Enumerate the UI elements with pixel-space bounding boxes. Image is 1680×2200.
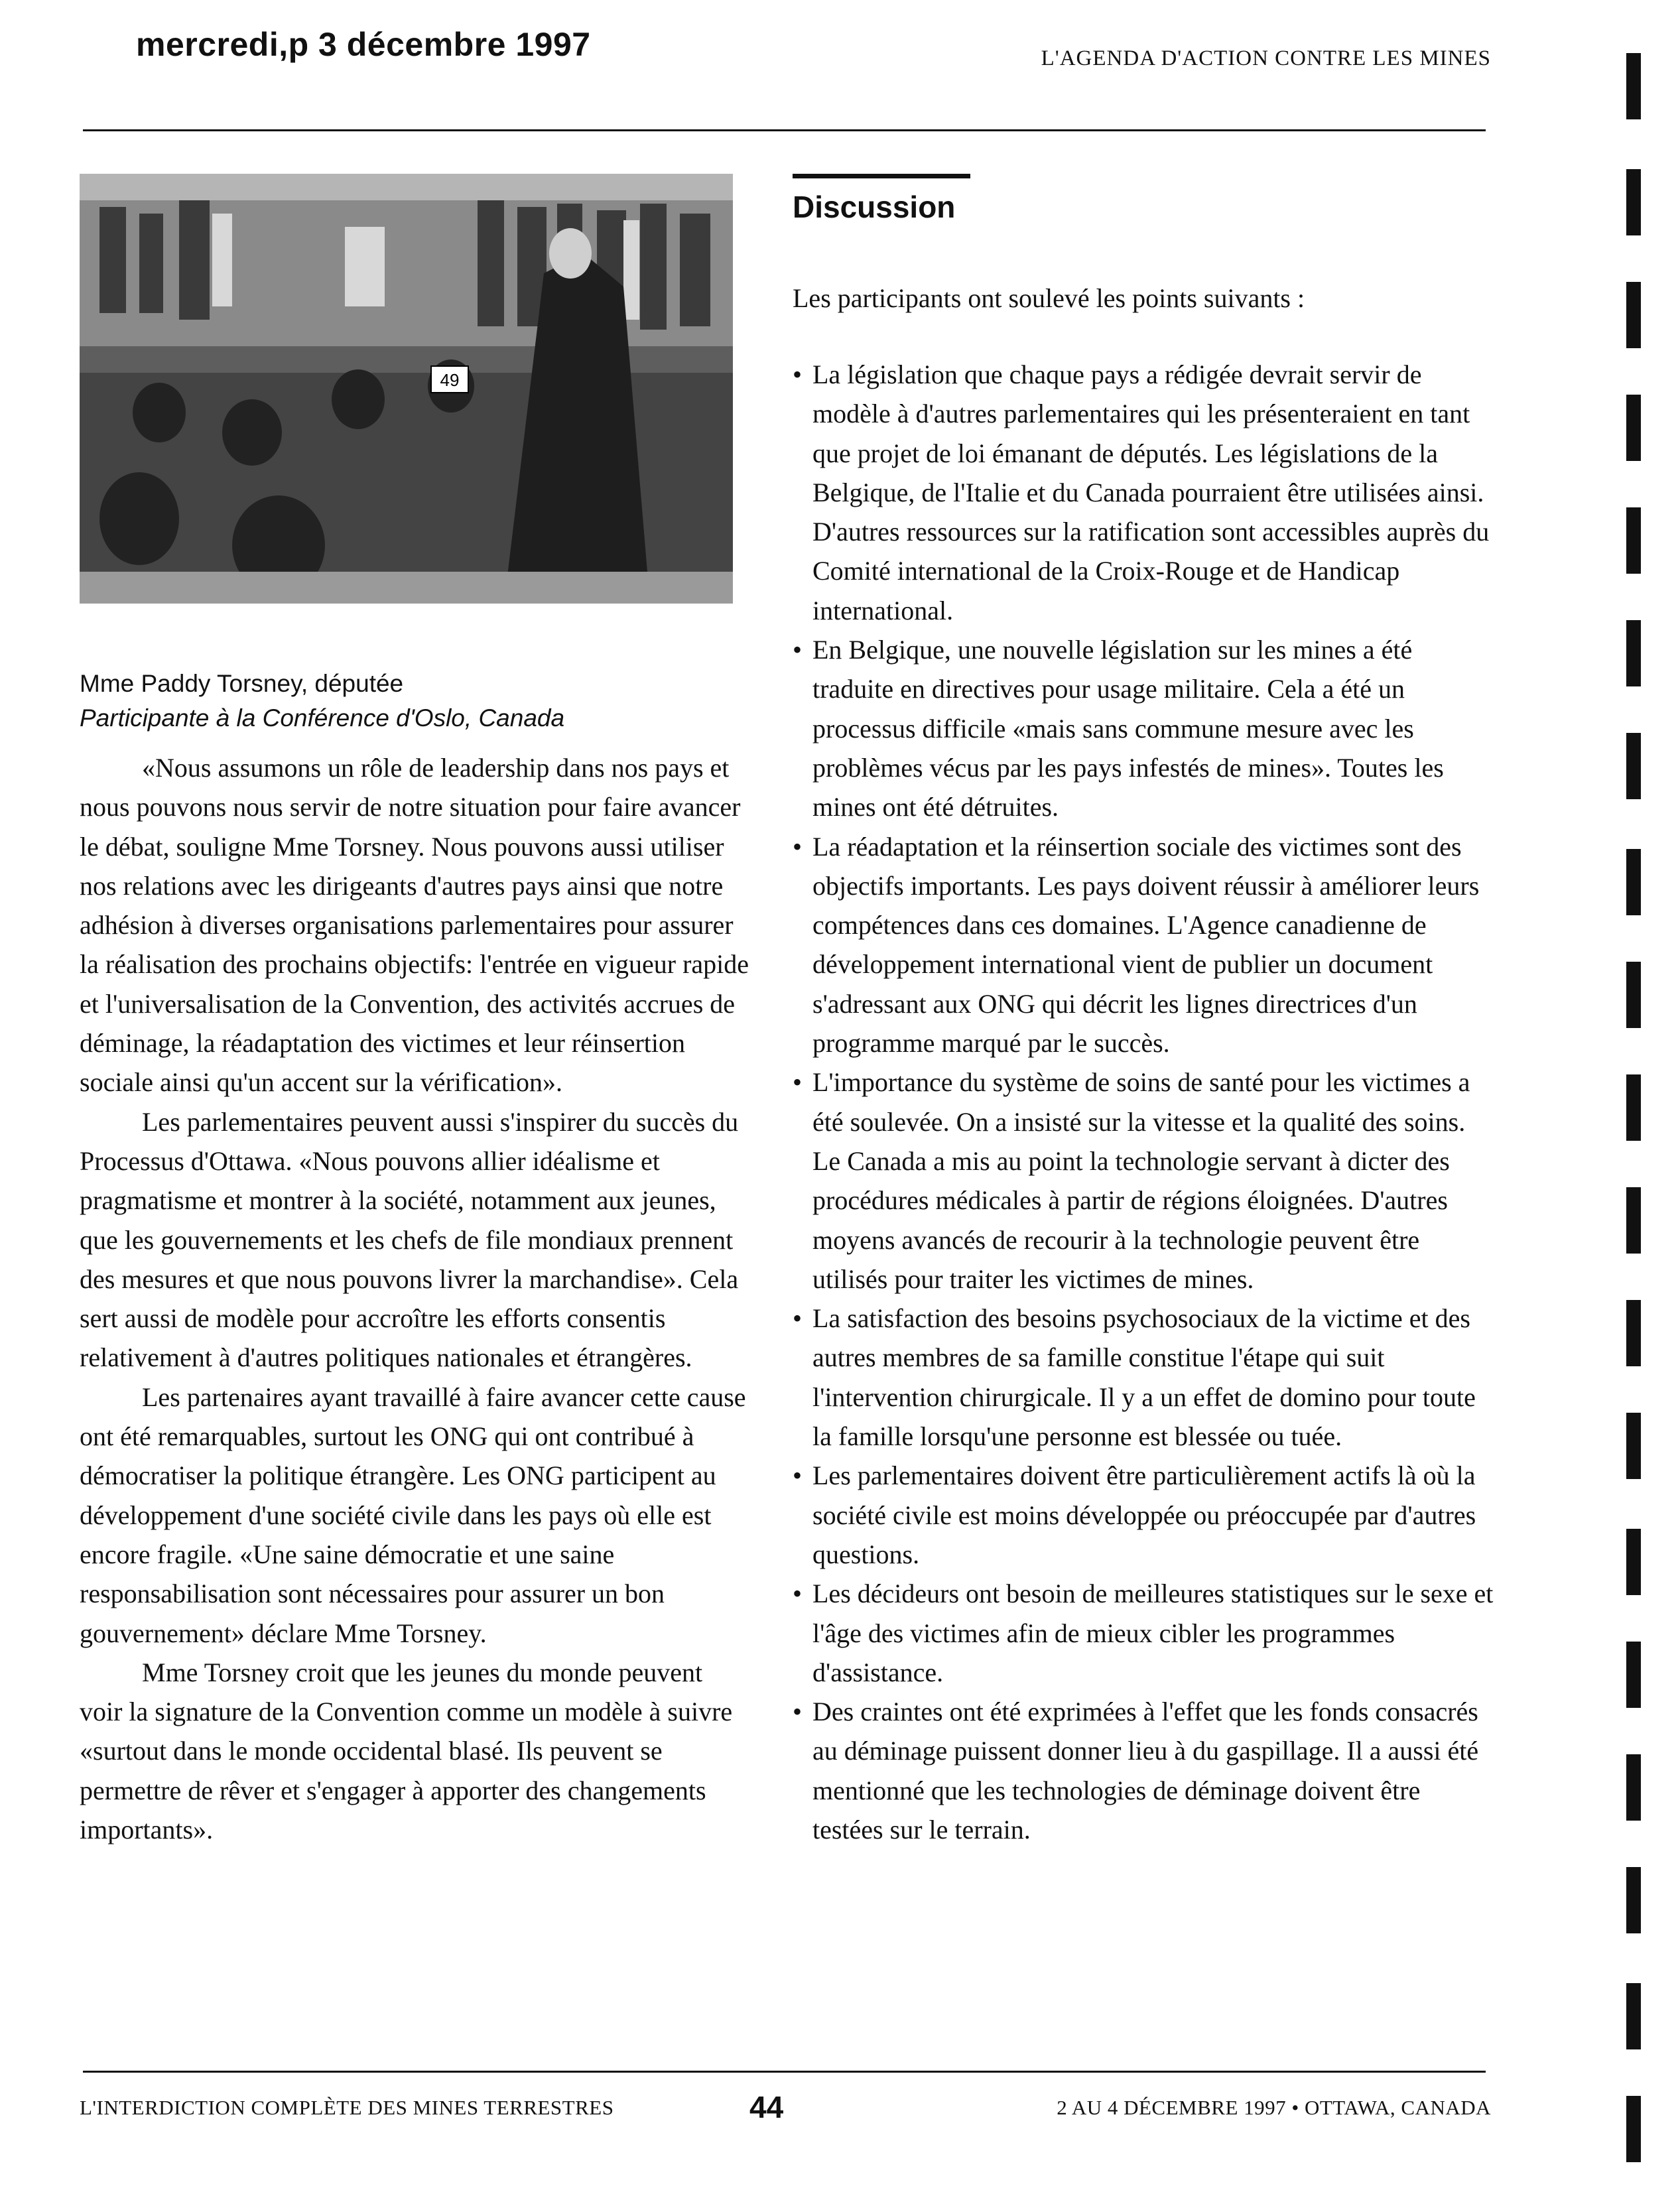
margin-mark — [1626, 849, 1641, 915]
list-item — [793, 355, 1496, 630]
section-bar — [793, 174, 970, 178]
margin-mark — [1626, 282, 1641, 348]
margin-mark — [1626, 962, 1641, 1028]
margin-mark — [1626, 1300, 1641, 1366]
list-item — [793, 1063, 1496, 1299]
list-item-text: Les parlementaires doivent être particulièrement actifs là où la société civile est moins développée ou préoccupée par d'autres questions. — [812, 1460, 1476, 1569]
conference-photo — [80, 174, 733, 604]
margin-mark — [1626, 395, 1641, 461]
list-item — [793, 630, 1496, 826]
footer-event: 2 AU 4 DÉCEMBRE 1997 • OTTAWA, CANADA — [1057, 2096, 1491, 2119]
margin-mark — [1626, 1983, 1641, 2049]
caption-name: Mme Paddy Torsney, députée — [80, 670, 404, 697]
margin-mark — [1626, 169, 1641, 235]
footer-rule — [83, 2071, 1486, 2073]
scan-margin-marks — [1618, 0, 1645, 2200]
margin-mark — [1626, 53, 1641, 119]
paragraph: Les partenaires ayant travaillé à faire avancer cette cause ont été remarquables, surtout les ONG qui ont contribué à démocratiser la politique étrangère. Les ONG participent au développement d'une société civile dans les pays où elle est encore fragile. «Une saine démocratie et une saine responsabilisation sont nécessaires pour assurer un bon gouvernement» déclare Mme Torsney. — [80, 1382, 746, 1648]
header-date: mercredi,p 3 décembre 1997 — [136, 26, 591, 63]
list-item-text: La législation que chaque pays a rédigée devrait servir de modèle à d'autres parlementaires qui les présenteraient en tant que projet de loi émanant de députés. Les législations de la Belgique, de l'Italie et du Canada pourraient être utilisées ainsi. D'autres ressources sur la ratification sont accessibles auprès du Comité international de la Croix-Rouge et de Handicap international. — [812, 359, 1490, 625]
section-heading: Discussion — [793, 190, 956, 224]
list-item — [793, 1456, 1496, 1574]
margin-mark — [1626, 1642, 1641, 1708]
list-item-text: Les décideurs ont besoin de meilleures statistiques sur le sexe et l'âge des victimes afin de mieux cibler les programmes d'assistance. — [812, 1579, 1494, 1687]
bullet-icon: • — [793, 1303, 803, 1334]
header-title: L'AGENDA D'ACTION CONTRE LES MINES — [1041, 46, 1491, 70]
placard-number: 49 — [440, 370, 460, 390]
list-item-text: La satisfaction des besoins psychosociaux de la victime et des autres membres de sa famille constitue l'étape qui suit l'intervention chirurgicale. Il y a un effet de domino pour toute la famille lorsqu'une personne est blessée ou tuée. — [812, 1303, 1476, 1452]
bullet-icon: • — [793, 831, 803, 862]
list-item-text: En Belgique, une nouvelle législation sur les mines a été traduite en directives pour usage militaire. Cela a été un processus difficile «mais sans commune mesure avec les problèmes vécus par les pays infestés de mines». Toutes les mines ont été détruites. — [812, 635, 1444, 822]
margin-mark — [1626, 733, 1641, 799]
paragraph: «Nous assumons un rôle de leadership dans nos pays et nous pouvons nous servir de notre situation pour faire avancer le débat, souligne Mme Torsney. Nous pouvons aussi utiliser nos relations avec les dirigeants d'autres pays ainsi que notre adhésion à diverses organisations parlementaires pour assurer la réalisation des prochains objectifs: l'entrée en vigueur rapide et l'universalisation de la Convention, des activités accrues de déminage, la réadaptation des victimes et leur réinsertion sociale ainsi qu'un accent sur la vérification». — [80, 753, 749, 1098]
bullet-icon: • — [793, 359, 803, 389]
margin-mark — [1626, 507, 1641, 574]
list-item — [793, 827, 1496, 1063]
margin-mark — [1626, 1867, 1641, 1933]
discussion-list — [793, 355, 1496, 1849]
discussion-intro: Les participants ont soulevé les points suivants : — [793, 283, 1305, 313]
margin-mark — [1626, 620, 1641, 686]
header-rule — [83, 129, 1486, 131]
bullet-icon: • — [793, 1579, 803, 1609]
caption-role: Participante à la Conférence d'Oslo, Canada — [80, 704, 565, 732]
left-column — [80, 748, 749, 1849]
margin-mark — [1626, 1074, 1641, 1141]
list-item-text: La réadaptation et la réinsertion sociale des victimes sont des objectifs importants. Les pays doivent réussir à améliorer leurs compétences dans ces domaines. L'Agence canadienne de développement international vient de publier un document s'adressant aux ONG qui décrit les lignes directrices d'un programme marqué par le succès. — [812, 831, 1480, 1059]
footer-publication: L'INTERDICTION COMPLÈTE DES MINES TERRESTRES — [80, 2096, 614, 2119]
margin-mark — [1626, 1529, 1641, 1595]
bullet-icon: • — [793, 1067, 803, 1098]
margin-mark — [1626, 1413, 1641, 1479]
list-item-text: L'importance du système de soins de santé pour les victimes a été soulevée. On a insisté sur la vitesse et la qualité des soins. Le Canada a mis au point la technologie servant à dicter des procédures médicales à partir de régions éloignées. D'autres moyens avancés de recourir à la technologie peuvent être utilisés pour traiter les victimes de mines. — [812, 1067, 1470, 1294]
paragraph: Les parlementaires peuvent aussi s'inspirer du succès du Processus d'Ottawa. «Nous pouvons allier idéalisme et pragmatisme et montrer à la société, notamment aux jeunes, que les gouvernements et les chefs de file mondiaux prennent des mesures et que nous pouvons livrer la marchandise». Cela sert aussi de modèle pour accroître les efforts consentis relativement à d'autres politiques nationales et étrangères. — [80, 1106, 739, 1373]
bullet-icon: • — [793, 1697, 803, 1727]
list-item — [793, 1692, 1496, 1849]
margin-mark — [1626, 1187, 1641, 1254]
bullet-icon: • — [793, 1460, 803, 1491]
list-item-text: Des craintes ont été exprimées à l'effet que les fonds consacrés au déminage puissent donner lieu à du gaspillage. Il a aussi été mentionné que les technologies de déminage doivent être testées sur le terrain. — [812, 1697, 1479, 1844]
margin-mark — [1626, 2096, 1641, 2162]
list-item — [793, 1299, 1496, 1456]
photo-caption — [80, 667, 736, 736]
bullet-icon: • — [793, 635, 803, 665]
page-number: 44 — [749, 2090, 784, 2124]
paragraph: Mme Torsney croit que les jeunes du monde peuvent voir la signature de la Convention comme un modèle à suivre «surtout dans le monde occidental blasé. Ils peuvent se permettre de rêver et s'engager à apporter des changements importants». — [80, 1657, 733, 1845]
list-item — [793, 1574, 1496, 1692]
margin-mark — [1626, 1754, 1641, 1821]
